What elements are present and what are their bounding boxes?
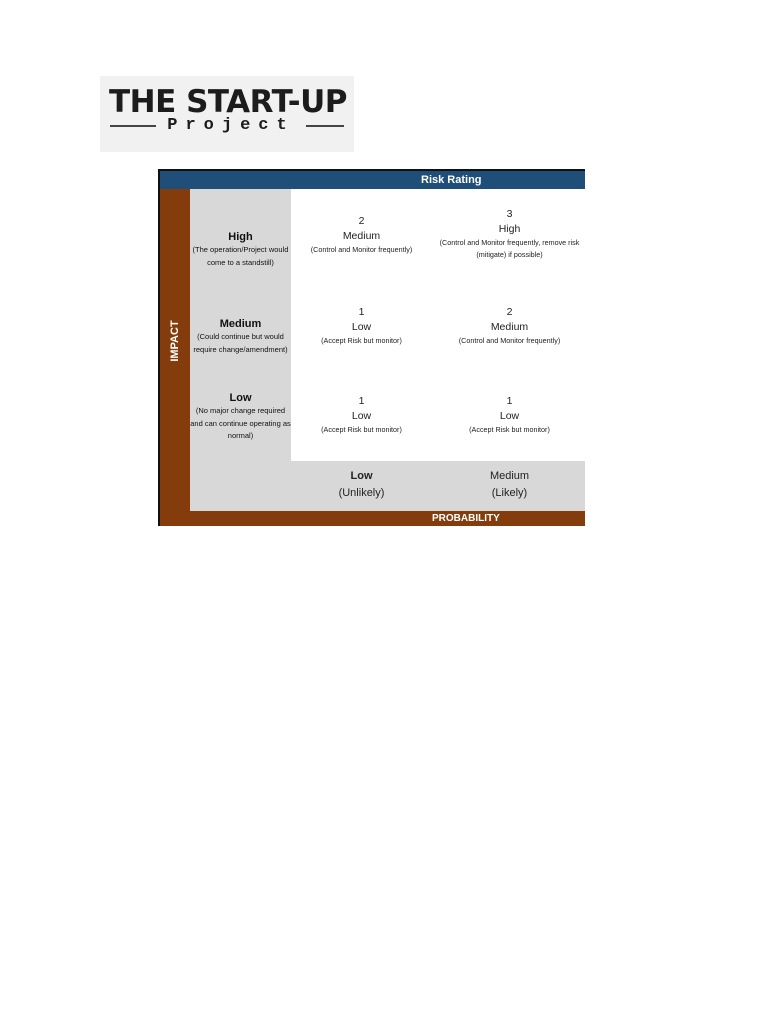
cell-high-low <box>288 214 435 256</box>
cell-score: 1 <box>358 395 365 407</box>
row-label: High <box>228 231 253 243</box>
impact-axis-bar <box>160 189 190 511</box>
risk-rating-matrix <box>158 169 585 526</box>
logo-rule-left <box>110 125 156 127</box>
cell-score: 2 <box>358 215 365 227</box>
impact-row-headers <box>190 189 291 511</box>
column-header-medium <box>436 468 583 502</box>
cell-action: (Accept Risk but monitor) <box>321 336 402 345</box>
logo-title: THE START-UP <box>109 84 347 120</box>
logo-subtitle: Project <box>167 116 295 135</box>
column-header-low <box>288 468 435 502</box>
row-header-high <box>190 230 291 269</box>
cell-low-medium <box>436 394 583 436</box>
cell-level: Low <box>351 321 372 333</box>
matrix-header <box>160 171 585 189</box>
cell-action: (Control and Monitor frequently, remove risk (mitigate) if possible) <box>439 238 580 259</box>
cell-level: High <box>498 223 521 235</box>
cell-score: 3 <box>506 208 513 220</box>
cell-score: 2 <box>506 306 513 318</box>
row-label: Medium <box>219 318 262 330</box>
cell-medium-medium <box>436 305 583 347</box>
cell-action: (Accept Risk but monitor) <box>321 425 402 434</box>
cell-action: (Accept Risk but monitor) <box>469 425 550 434</box>
column-label: Low <box>350 470 373 482</box>
cell-level: Low <box>499 410 520 422</box>
row-description: (The operation/Project would come to a standstill) <box>192 245 289 267</box>
cell-level: Low <box>351 410 372 422</box>
cell-score: 1 <box>506 395 513 407</box>
startup-project-logo <box>100 76 354 152</box>
impact-axis-label: IMPACT <box>169 320 181 362</box>
row-header-medium <box>190 317 291 356</box>
cell-high-medium <box>436 207 583 261</box>
cell-level: Medium <box>342 230 381 242</box>
row-description: (No major change required and can continue operating as normal) <box>190 406 291 440</box>
matrix-header-label: Risk Rating <box>421 174 482 186</box>
cell-action: (Control and Monitor frequently) <box>458 336 561 345</box>
cell-level: Medium <box>490 321 529 333</box>
probability-axis-bar <box>160 511 585 526</box>
row-header-low <box>190 391 291 443</box>
row-description: (Could continue but would require change/amendment) <box>193 332 288 354</box>
cell-score: 1 <box>358 306 365 318</box>
cell-low-low <box>288 394 435 436</box>
column-sub: (Likely) <box>491 487 528 499</box>
column-label: Medium <box>489 470 530 482</box>
probability-column-headers <box>291 461 585 511</box>
column-sub: (Unlikely) <box>338 487 385 499</box>
logo-rule-right <box>306 125 344 127</box>
cell-action: (Control and Monitor frequently) <box>310 245 413 254</box>
probability-axis-label: PROBABILITY <box>432 513 500 524</box>
cell-medium-low <box>288 305 435 347</box>
row-label: Low <box>229 392 252 404</box>
